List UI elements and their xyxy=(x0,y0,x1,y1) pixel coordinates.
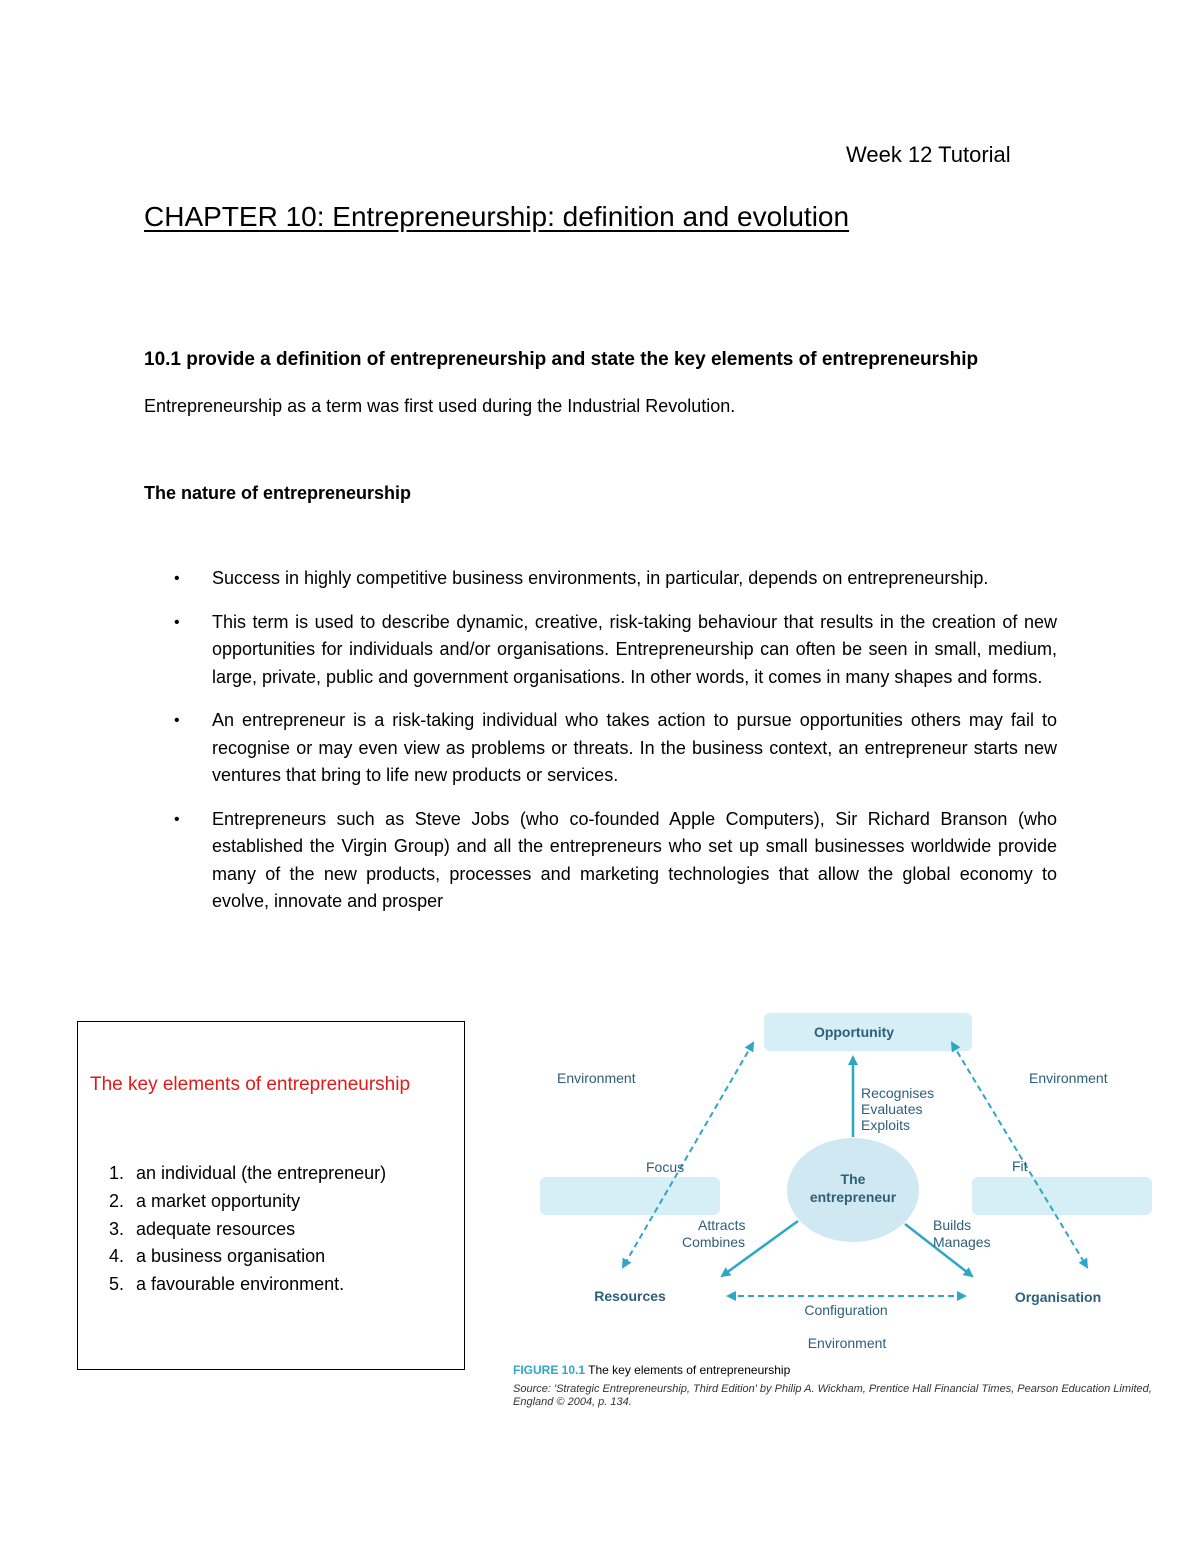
list-item: • This term is used to describe dynamic, creative, risk-taking behaviour that results in the creation of new opportunities for individuals and/or organisations. Entrepreneurship can often be seen in small, medium, large, private, public and government organisations. In other words, it comes in many shapes and forms. xyxy=(144,609,1057,692)
exploits-label: Exploits xyxy=(861,1117,911,1133)
figure-number: FIGURE 10.1 xyxy=(513,1363,586,1377)
builds-label: Builds xyxy=(933,1217,972,1233)
figure-caption xyxy=(513,1363,790,1377)
intro-paragraph: Entrepreneurship as a term was first used during the Industrial Revolution. xyxy=(144,396,736,416)
list-item: 4. a business organisation xyxy=(108,1246,326,1267)
attracts-label: Attracts xyxy=(698,1217,746,1233)
list-item: 1. an individual (the entrepreneur) xyxy=(108,1163,387,1183)
resources-label: Resources xyxy=(594,1288,666,1304)
organisation-label: Organisation xyxy=(1014,1289,1102,1305)
list-item: 5. a favourable environment. xyxy=(108,1274,345,1295)
bullet-icon: • xyxy=(174,570,180,587)
configuration-label: Configuration xyxy=(804,1302,888,1318)
key-elements-title: The key elements of entrepreneurship xyxy=(90,1074,411,1095)
list-item: 3. adequate resources xyxy=(108,1218,296,1239)
list-item: 2. a market opportunity xyxy=(108,1190,301,1211)
environment-bottom: Environment xyxy=(807,1335,887,1351)
resources-box xyxy=(540,1177,720,1215)
organisation-box xyxy=(972,1177,1152,1215)
recognises-label: Recognises xyxy=(861,1085,935,1101)
environment-top-right: Environment xyxy=(1029,1070,1108,1086)
fit-label: Fit xyxy=(1012,1158,1028,1174)
key-elements-box xyxy=(77,1021,465,1370)
subheading: The nature of entrepreneurship xyxy=(144,483,412,503)
opportunity-label: Opportunity xyxy=(813,1024,895,1040)
bullet-icon: • xyxy=(174,810,180,828)
entrepreneur-label-line2: entrepreneur xyxy=(809,1189,897,1205)
bullet-icon: • xyxy=(174,712,180,729)
key-elements-diagram xyxy=(510,1005,1170,1425)
section-heading: 10.1 provide a definition of entrepreneurship and state the key elements of entrepreneurship xyxy=(144,349,979,370)
manages-label: Manages xyxy=(933,1234,991,1250)
list-item: • Entrepreneurs such as Steve Jobs (who co-founded Apple Computers), Sir Richard Branson (who established the Virgin Group) and all the entrepreneurs who set up small businesses worldwide provide many of the new products, processes and marketing technologies that allow the global economy to evolve, innovate and prosper xyxy=(144,806,1057,916)
figure-source: Source: 'Strategic Entrepreneurship, Third Edition' by Philip A. Wickham, Prentice Hall Financial Times, Pearson Education Limited, England © 2004, p. 134. xyxy=(513,1383,1152,1408)
key-elements-list xyxy=(88,1160,386,1299)
bullet-list xyxy=(144,565,1057,932)
bullet-icon: • xyxy=(174,613,180,631)
focus-label: Focus xyxy=(646,1159,685,1175)
list-item: • An entrepreneur is a risk-taking individual who takes action to pursue opportunities others may fail to recognise or may even view as problems or threats. In the business context, an entrepreneur starts new ventures that bring to life new products or services. xyxy=(144,707,1057,790)
list-item: • Success in highly competitive business environments, in particular, depends on entrepreneurship. xyxy=(144,565,1057,593)
figure-caption-text: The key elements of entrepreneurship xyxy=(585,1363,791,1377)
chapter-title: CHAPTER 10: Entrepreneurship: definition and evolution xyxy=(144,201,850,232)
evaluates-label: Evaluates xyxy=(861,1101,923,1117)
week-label: Week 12 Tutorial xyxy=(846,142,1011,167)
combines-label: Combines xyxy=(682,1234,746,1250)
environment-top-left: Environment xyxy=(557,1070,636,1086)
entrepreneur-label-line1: The xyxy=(840,1171,866,1187)
